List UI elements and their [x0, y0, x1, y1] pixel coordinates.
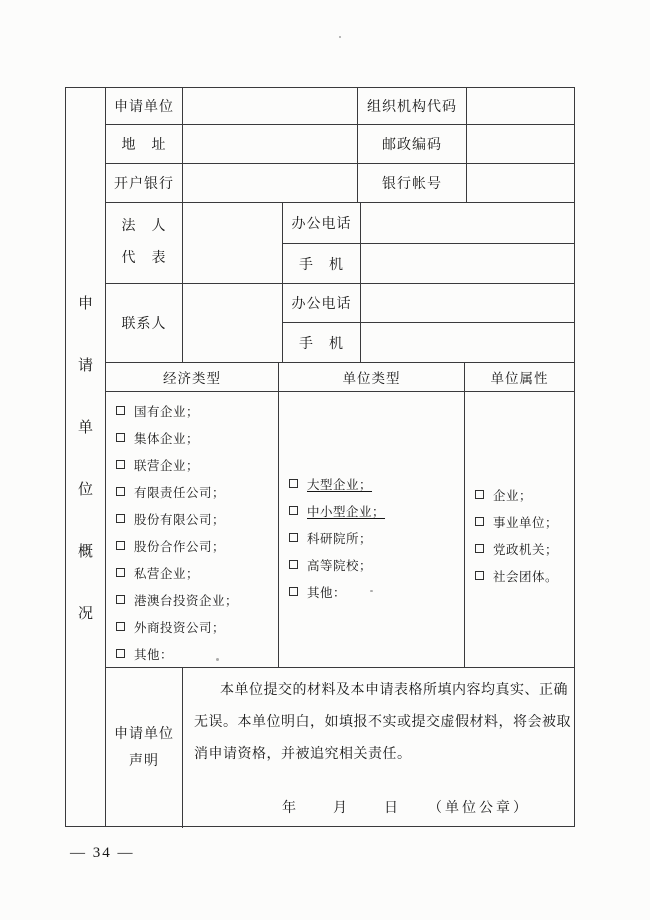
- declaration-label-line1: 申请单位: [114, 727, 174, 742]
- checkbox-icon: [116, 622, 125, 631]
- checkbox-label: 外商投资公司；: [134, 620, 226, 635]
- table-row: [283, 323, 574, 363]
- page-number: — 34 —: [70, 845, 135, 861]
- checkbox-label: 其他：: [134, 647, 174, 662]
- checkbox-icon: [116, 487, 125, 496]
- declaration-line: 无误。本单位明白，如填报不实或提交虚假材料，将会被取: [194, 715, 571, 730]
- checkbox-item: [289, 524, 464, 551]
- checkbox-item: [116, 505, 278, 532]
- checkbox-label: 党政机关；: [493, 542, 559, 557]
- postal-code-label: 邮政编码: [358, 125, 467, 164]
- table-row: [283, 244, 574, 284]
- checkbox-icon: [475, 571, 484, 580]
- applicant-unit-label: 申请单位: [106, 88, 183, 125]
- checkbox-item: [475, 535, 574, 562]
- applicant-unit-overview-vertical-tab: [66, 88, 106, 826]
- form-main-area: [106, 88, 574, 826]
- table-row: [106, 88, 574, 125]
- checkbox-item: [116, 478, 278, 505]
- checkbox-label: 事业单位；: [493, 515, 559, 530]
- checkbox-icon: [116, 649, 125, 658]
- checkbox-icon: [116, 460, 125, 469]
- contact-mobile-value: [361, 323, 574, 363]
- address-label: 地 址: [106, 125, 183, 164]
- checkbox-label: 中小型企业；: [307, 504, 386, 519]
- declaration-line: 本单位提交的材料及本申请表格所填内容均真实、正确: [220, 683, 568, 698]
- checkbox-icon: [289, 506, 298, 515]
- contact-person-phones: [283, 284, 574, 363]
- checkbox-item: [289, 470, 464, 497]
- table-row: [106, 164, 574, 203]
- checkbox-label: 联营企业；: [134, 458, 200, 473]
- legal-rep-label: [106, 203, 183, 284]
- vertical-tab-char: 请: [77, 358, 93, 374]
- checkbox-icon: [289, 533, 298, 542]
- checkbox-item: [116, 613, 278, 640]
- table-row: [283, 203, 574, 244]
- vertical-tab-char: 单: [77, 420, 93, 436]
- checkbox-item: [475, 481, 574, 508]
- checkbox-item: [289, 551, 464, 578]
- checkbox-label: 股份有限公司；: [134, 512, 226, 527]
- legal-rep-label-line2: 代 表: [121, 251, 167, 266]
- postal-code-value: [467, 125, 574, 164]
- checkbox-item: [116, 424, 278, 451]
- checkbox-label: 私营企业；: [134, 566, 200, 581]
- declaration-row: [106, 668, 574, 828]
- checkbox-item: [116, 640, 278, 667]
- legal-office-phone-label: 办公电话: [283, 203, 361, 244]
- checkbox-icon: [289, 587, 298, 596]
- legal-mobile-label: 手 机: [283, 244, 361, 284]
- category-options-row: [106, 392, 574, 668]
- economic-type-options: [106, 392, 279, 668]
- contact-mobile-label: 手 机: [283, 323, 361, 363]
- bank-account-label: 银行帐号: [358, 164, 467, 203]
- unit-attr-options: [465, 392, 574, 668]
- declaration-label-line2: 声明: [129, 754, 159, 769]
- table-row: [106, 125, 574, 164]
- address-value: [183, 125, 358, 164]
- bank-value: [183, 164, 358, 203]
- checkbox-item: [116, 397, 278, 424]
- table-row: [283, 284, 574, 323]
- applicant-unit-value: [183, 88, 358, 125]
- checkbox-label: 国有企业；: [134, 404, 200, 419]
- vertical-tab-char: 概: [77, 544, 93, 560]
- checkbox-item: [289, 578, 464, 605]
- org-code-value: [467, 88, 574, 125]
- vertical-tab-char: 申: [77, 296, 93, 312]
- checkbox-item: [289, 497, 464, 524]
- declaration-date-line: 年 月 日 （单位公章）: [282, 801, 530, 816]
- bank-account-value: [467, 164, 574, 203]
- unit-attr-header: 单位属性: [465, 363, 574, 392]
- economic-type-header: 经济类型: [106, 363, 279, 392]
- checkbox-label: 港澳台投资企业；: [134, 593, 239, 608]
- legal-mobile-value: [361, 244, 574, 284]
- checkbox-icon: [289, 560, 298, 569]
- legal-rep-name-value: [183, 203, 283, 284]
- checkbox-icon: [116, 541, 125, 550]
- category-header-row: [106, 363, 574, 392]
- checkbox-item: [116, 586, 278, 613]
- contact-office-phone-label: 办公电话: [283, 284, 361, 323]
- unit-type-header: 单位类型: [279, 363, 465, 392]
- checkbox-label: 科研院所；: [307, 531, 373, 546]
- checkbox-icon: [475, 490, 484, 499]
- checkbox-label: 社会团体。: [493, 569, 559, 584]
- checkbox-icon: [116, 568, 125, 577]
- vertical-tab-char: 况: [77, 606, 93, 622]
- checkbox-label: 集体企业；: [134, 431, 200, 446]
- checkbox-icon: [289, 479, 298, 488]
- checkbox-icon: [116, 433, 125, 442]
- contact-person-name-value: [183, 284, 283, 363]
- checkbox-icon: [475, 544, 484, 553]
- applicant-unit-form-table: [65, 87, 575, 827]
- legal-office-phone-value: [361, 203, 574, 244]
- org-code-label: 组织机构代码: [358, 88, 467, 125]
- checkbox-label: 企业；: [493, 488, 533, 503]
- checkbox-icon: [116, 514, 125, 523]
- scan-speck: [339, 36, 341, 38]
- checkbox-item: [116, 532, 278, 559]
- bank-label: 开户银行: [106, 164, 183, 203]
- checkbox-label: 其他：: [307, 585, 347, 600]
- vertical-tab-char: 位: [77, 482, 93, 498]
- legal-rep-row: [106, 203, 574, 284]
- checkbox-item: [475, 562, 574, 589]
- checkbox-icon: [475, 517, 484, 526]
- checkbox-item: [116, 451, 278, 478]
- checkbox-icon: [116, 406, 125, 415]
- contact-person-row: [106, 284, 574, 363]
- checkbox-label: 有限责任公司；: [134, 485, 226, 500]
- unit-type-options: [279, 392, 465, 668]
- declaration-line: 消申请资格，并被追究相关责任。: [194, 747, 412, 762]
- contact-office-phone-value: [361, 284, 574, 323]
- declaration-label: [106, 668, 183, 828]
- checkbox-icon: [116, 595, 125, 604]
- checkbox-item: [116, 559, 278, 586]
- contact-person-label: 联系人: [106, 284, 183, 363]
- legal-rep-label-line1: 法 人: [121, 219, 167, 234]
- checkbox-label: 高等院校；: [307, 558, 373, 573]
- declaration-text: [183, 668, 574, 828]
- checkbox-item: [475, 508, 574, 535]
- legal-rep-phones: [283, 203, 574, 284]
- checkbox-label: 大型企业；: [307, 477, 373, 492]
- checkbox-label: 股份合作公司；: [134, 539, 226, 554]
